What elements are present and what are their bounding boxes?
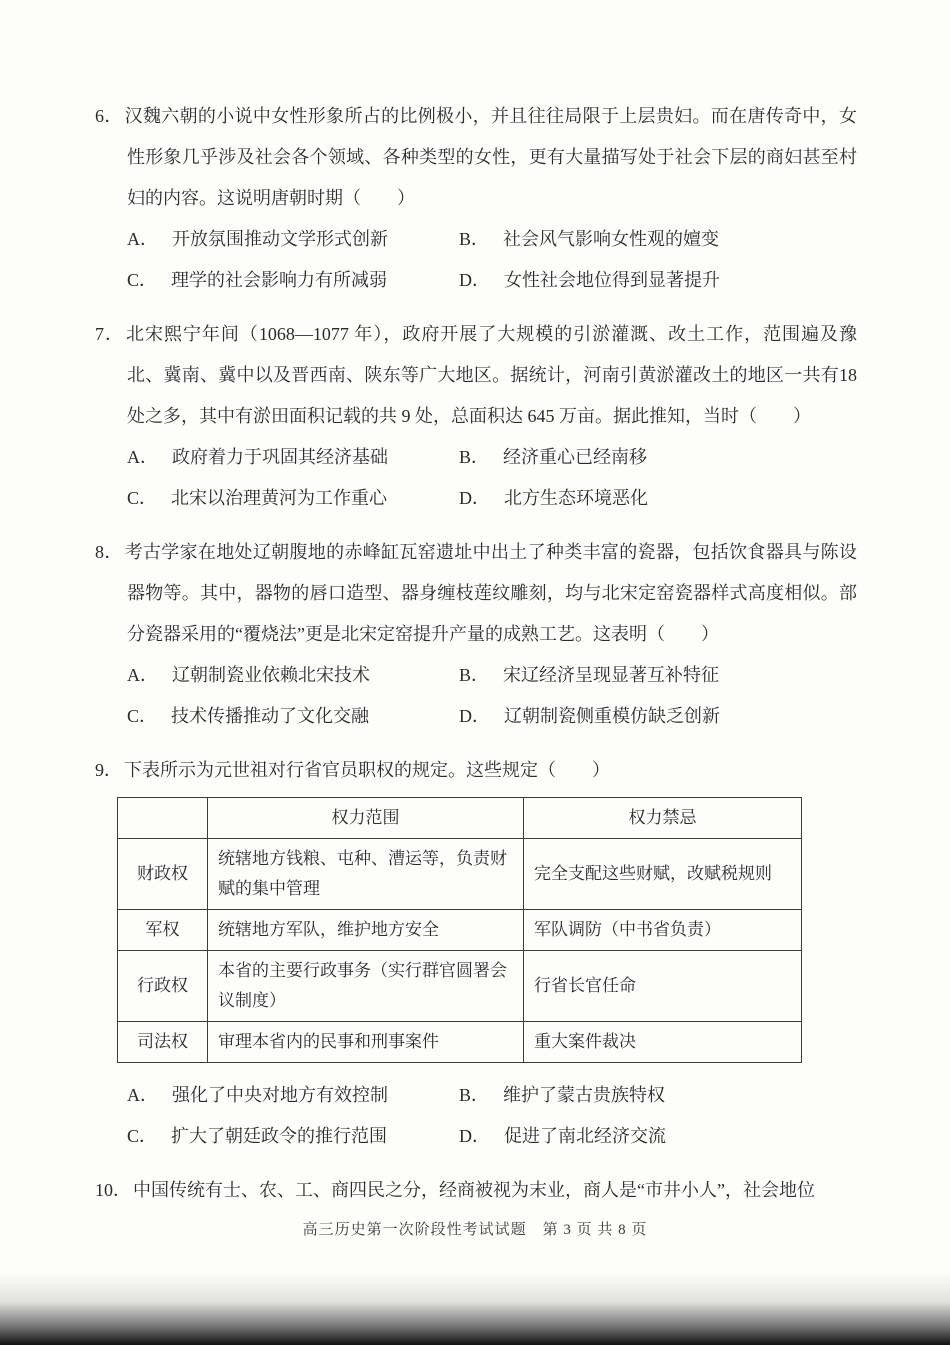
question-10-number: 10． bbox=[95, 1180, 131, 1200]
option-text: 辽朝制瓷业依赖北宋技术 bbox=[172, 665, 370, 685]
table-cell-category: 军权 bbox=[118, 910, 208, 951]
option-label: D． bbox=[459, 1126, 490, 1146]
option-label: D． bbox=[459, 706, 490, 726]
option-label: B． bbox=[459, 665, 490, 685]
question-9-options bbox=[95, 1075, 857, 1157]
question-6-number: 6． bbox=[95, 106, 123, 126]
table-header-empty bbox=[118, 798, 208, 839]
option-text: 社会风气影响女性观的嬗变 bbox=[503, 229, 720, 249]
exam-content bbox=[95, 96, 857, 1224]
question-6-option-c bbox=[127, 260, 459, 301]
table-header-row bbox=[118, 798, 802, 839]
option-label: A． bbox=[127, 665, 158, 685]
option-label: B． bbox=[459, 229, 490, 249]
question-9-option-a bbox=[127, 1075, 459, 1116]
option-text: 促进了南北经济交流 bbox=[504, 1126, 666, 1146]
question-10 bbox=[95, 1170, 857, 1211]
question-7-text: 北宋熙宁年间（1068—1077 年），政府开展了大规模的引淤灌溉、改土工作，范围遍及豫北、冀南、冀中以及晋西南、陕东等广大地区。据统计，河南引黄淤灌改土的地区一共有18 处之多，其中有淤田面积记载的共 9 处，总面积达 645 万亩。据此推知，当时（ ） bbox=[125, 324, 858, 426]
table-cell-category: 行政权 bbox=[118, 951, 208, 1022]
question-9 bbox=[95, 750, 857, 1157]
question-8-option-c bbox=[127, 696, 459, 737]
question-9-text: 下表所示为元世祖对行省官员职权的规定。这些规定（ ） bbox=[124, 760, 610, 780]
option-text: 宋辽经济呈现显著互补特征 bbox=[503, 665, 720, 685]
table-cell-taboo: 重大案件裁决 bbox=[524, 1022, 802, 1063]
question-6-stem bbox=[95, 96, 857, 219]
option-label: A． bbox=[127, 447, 158, 467]
option-label: B． bbox=[459, 1085, 490, 1105]
question-8-text: 考古学家在地处辽朝腹地的赤峰缸瓦窑遗址中出土了种类丰富的瓷器，包括饮食器具与陈设器物等。其中，器物的唇口造型、器身缠枝莲纹雕刻，均与北宋定窑瓷器样式高度相似。部分瓷器采用的“覆烧法”更是北宋定窑提升产量的成熟工艺。这表明（ ） bbox=[124, 542, 858, 644]
option-label: A． bbox=[127, 229, 158, 249]
question-6-options bbox=[95, 219, 857, 301]
question-9-option-b bbox=[459, 1075, 857, 1116]
table-cell-taboo: 军队调防（中书省负责） bbox=[524, 910, 802, 951]
question-8-stem bbox=[95, 532, 857, 655]
question-8-number: 8． bbox=[95, 542, 123, 562]
option-label: C． bbox=[127, 270, 158, 290]
question-9-stem bbox=[95, 750, 857, 791]
question-8-option-a bbox=[127, 655, 459, 696]
table-row-judicial bbox=[118, 1022, 802, 1063]
option-label: D． bbox=[459, 270, 490, 290]
question-9-option-d bbox=[459, 1116, 857, 1157]
option-text: 理学的社会影响力有所减弱 bbox=[171, 270, 388, 290]
question-7 bbox=[95, 314, 857, 519]
table-cell-taboo: 完全支配这些财赋，改赋税规则 bbox=[524, 839, 802, 910]
table-cell-category: 司法权 bbox=[118, 1022, 208, 1063]
table-cell-category: 财政权 bbox=[118, 839, 208, 910]
question-7-option-b bbox=[459, 437, 857, 478]
option-text: 技术传播推动了文化交融 bbox=[171, 706, 370, 726]
question-7-option-c bbox=[127, 478, 459, 519]
table-cell-scope: 本省的主要行政事务（实行群官圆署会议制度） bbox=[208, 951, 524, 1022]
question-8-option-b bbox=[459, 655, 857, 696]
option-text: 北宋以治理黄河为工作重心 bbox=[171, 488, 388, 508]
option-label: B． bbox=[459, 447, 490, 467]
page-footer: 高三历史第一次阶段性考试试题 第 3 页 共 8 页 bbox=[302, 1222, 648, 1238]
table-header-taboo: 权力禁忌 bbox=[524, 798, 802, 839]
question-7-number: 7． bbox=[95, 324, 124, 344]
option-text: 辽朝制瓷侧重模仿缺乏创新 bbox=[504, 706, 720, 726]
table-row-military bbox=[118, 910, 802, 951]
question-6-option-d bbox=[459, 260, 857, 301]
question-10-stem bbox=[95, 1170, 857, 1211]
question-9-table bbox=[117, 797, 802, 1063]
question-8-options bbox=[95, 655, 857, 737]
question-7-option-a bbox=[127, 437, 459, 478]
question-6-option-a bbox=[127, 219, 459, 260]
question-7-option-d bbox=[459, 478, 857, 519]
question-6-option-b bbox=[459, 219, 857, 260]
option-text: 政府着力于巩固其经济基础 bbox=[172, 447, 388, 467]
question-6-text: 汉魏六朝的小说中女性形象所占的比例极小，并且往往局限于上层贵妇。而在唐传奇中，女性形象几乎涉及社会各个领域、各种类型的女性，更有大量描写处于社会下层的商妇甚至村妇的内容。这说明唐朝时期（ ） bbox=[124, 106, 858, 208]
option-label: C． bbox=[127, 706, 158, 726]
option-label: A． bbox=[127, 1085, 158, 1105]
table-row-admin bbox=[118, 951, 802, 1022]
scan-bottom-shadow bbox=[0, 1273, 950, 1345]
table-cell-scope: 统辖地方军队，维护地方安全 bbox=[208, 910, 524, 951]
question-9-number: 9． bbox=[95, 760, 122, 780]
option-text: 女性社会地位得到显著提升 bbox=[504, 270, 720, 290]
question-8 bbox=[95, 532, 857, 737]
option-text: 维护了蒙古贵族特权 bbox=[503, 1085, 666, 1105]
question-6 bbox=[95, 96, 857, 301]
option-text: 经济重心已经南移 bbox=[503, 447, 648, 467]
table-cell-scope: 审理本省内的民事和刑事案件 bbox=[208, 1022, 524, 1063]
table-cell-scope: 统辖地方钱粮、屯种、漕运等，负责财赋的集中管理 bbox=[208, 839, 524, 910]
table-row-finance bbox=[118, 839, 802, 910]
option-text: 扩大了朝廷政令的推行范围 bbox=[171, 1126, 388, 1146]
option-text: 北方生态环境恶化 bbox=[504, 488, 648, 508]
question-7-options bbox=[95, 437, 857, 519]
option-label: C． bbox=[127, 1126, 158, 1146]
table-cell-taboo: 行省长官任命 bbox=[524, 951, 802, 1022]
option-text: 强化了中央对地方有效控制 bbox=[172, 1085, 388, 1105]
table-header-scope: 权力范围 bbox=[208, 798, 524, 839]
option-text: 开放氛围推动文学形式创新 bbox=[172, 229, 388, 249]
question-8-option-d bbox=[459, 696, 857, 737]
question-9-option-c bbox=[127, 1116, 459, 1157]
option-label: C． bbox=[127, 488, 158, 508]
question-10-text: 中国传统有士、农、工、商四民之分，经商被视为末业，商人是“市井小人”，社会地位 bbox=[133, 1180, 815, 1200]
option-label: D． bbox=[459, 488, 490, 508]
question-7-stem bbox=[95, 314, 857, 437]
